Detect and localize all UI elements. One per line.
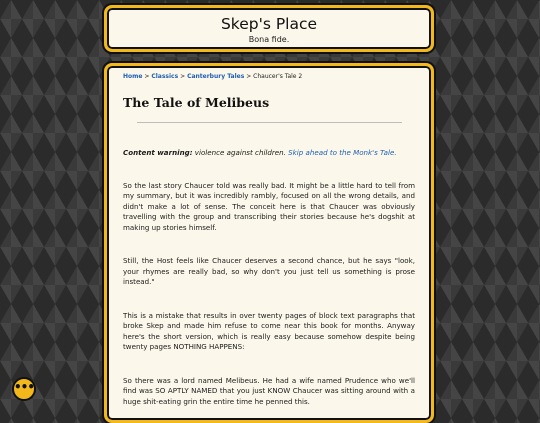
content-warning — [123, 148, 415, 159]
content-panel — [104, 63, 434, 423]
content-warning-text: violence against children. — [192, 148, 289, 157]
breadcrumb-separator: > — [144, 73, 150, 80]
article-paragraph: This is a mistake that results in over twenty pages of block text paragraphs that broke Skep and made him refuse to come near this book for months. Anyway here's the short version, which is really easy because somehow despite being twenty pages NOTHING HAPPENS: — [123, 310, 415, 351]
site-tagline: Bona fide. — [248, 35, 290, 44]
menu-button[interactable] — [12, 377, 36, 401]
skip-ahead-link[interactable]: Skip ahead to the Monk's Tale. — [288, 148, 397, 157]
breadcrumb-canterbury-link[interactable]: Canterbury Tales — [187, 73, 245, 80]
breadcrumb-separator: > — [246, 73, 252, 80]
breadcrumb-separator: > — [180, 73, 186, 80]
page-title: The Tale of Melibeus — [123, 95, 270, 110]
content-warning-label: Content warning: — [123, 148, 193, 157]
breadcrumb-current: Chaucer's Tale 2 — [253, 73, 303, 80]
article-paragraph: So the last story Chaucer told was really bad. It might be a little hard to tell from my summary, but it was incredibly rambly, focused on all the wrong details, and didn't make a lot of sense. The conceit here is that Chaucer was obviously travelling with the group and transcribing their stories because he's dogshit at making up stories himself. — [123, 180, 415, 232]
breadcrumb-home-link[interactable]: Home — [123, 73, 143, 80]
more-dots-icon: ••• — [14, 379, 35, 394]
breadcrumb-classics-link[interactable]: Classics — [151, 73, 179, 80]
breadcrumb — [123, 72, 415, 81]
article-paragraph: So there was a lord named Melibeus. He had a wife named Prudence who we'll find was SO APTLY NAMED that you just KNOW Chaucer was sitting around with a huge shit-eating grin the entire time he penned this. — [123, 375, 415, 406]
article-paragraph: Still, the Host feels like Chaucer deserves a second chance, but he says "look, your rhymes are really bad, so why don't you just tell us something is prose instead." — [123, 256, 415, 286]
site-title[interactable]: Skep's Place — [220, 15, 318, 33]
site-header — [104, 5, 434, 52]
title-divider — [137, 122, 402, 123]
